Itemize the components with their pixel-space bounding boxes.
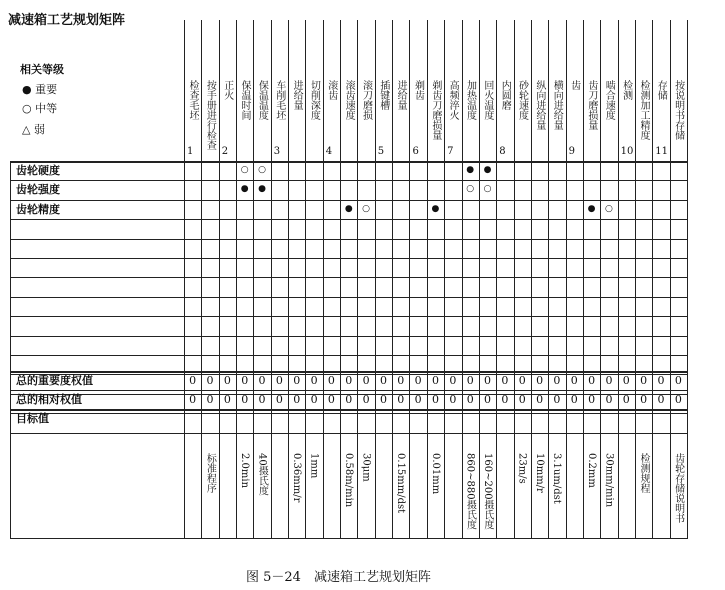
- row-divider: [10, 413, 688, 414]
- column-divider: [462, 20, 463, 538]
- medium-relation-icon: ○: [258, 165, 266, 175]
- group-number: 1: [187, 146, 194, 157]
- column-divider: [444, 20, 445, 538]
- column-header: 滚齿: [325, 80, 337, 100]
- row-label: 齿轮强度: [16, 183, 60, 197]
- column-divider: [219, 20, 220, 538]
- group-number: 8: [499, 146, 506, 157]
- strong-relation-icon: ●: [431, 203, 440, 214]
- target-value: 30μm: [360, 453, 372, 482]
- weight-value: 0: [310, 374, 318, 387]
- target-value: 860~880摄氏度: [464, 453, 476, 530]
- column-header: 横向进给量: [551, 80, 563, 130]
- filled-circle-icon: ●: [22, 83, 32, 96]
- weight-value: 0: [605, 393, 613, 406]
- column-header: 进给量: [395, 80, 407, 110]
- weight-value: 0: [397, 374, 405, 387]
- legend-item-important: ● 重要: [22, 83, 58, 96]
- column-header: 加热温度: [464, 80, 476, 120]
- weight-value: 0: [657, 374, 665, 387]
- weight-value: 0: [293, 393, 301, 406]
- column-header: 按说明书存储: [672, 80, 684, 140]
- weight-value: 0: [588, 374, 596, 387]
- column-header: 回火温度: [481, 80, 493, 120]
- weight-value: 0: [622, 374, 630, 387]
- weight-value: 0: [293, 374, 301, 387]
- target-value: 0.15mm/dst: [395, 453, 407, 514]
- column-divider: [566, 20, 567, 538]
- weight-value: 0: [449, 374, 457, 387]
- column-header: 啮合速度: [603, 80, 615, 120]
- target-value: 10mm/r: [533, 453, 545, 493]
- column-header: 砂轮速度: [516, 80, 528, 120]
- column-divider: [184, 20, 185, 538]
- column-divider: [583, 20, 584, 538]
- column-divider: [496, 20, 497, 538]
- weight-value: 0: [640, 393, 648, 406]
- weight-value: 0: [362, 393, 370, 406]
- weight-value: 0: [223, 374, 231, 387]
- target-value: 23m/s: [516, 453, 528, 484]
- weight-value: 0: [275, 374, 283, 387]
- weight-value: 0: [605, 374, 613, 387]
- column-header: 保温温度: [256, 80, 268, 120]
- target-value: 0.2mm: [585, 453, 597, 488]
- weight-value: 0: [379, 374, 387, 387]
- weight-value: 0: [588, 393, 596, 406]
- target-value: 30mm/min: [603, 453, 615, 508]
- weight-value: 0: [275, 393, 283, 406]
- column-divider: [340, 20, 341, 538]
- weight-value: 0: [379, 393, 387, 406]
- column-divider: [201, 20, 202, 538]
- weight-row-label: 总的相对权值: [16, 393, 82, 406]
- row-divider: [10, 316, 688, 317]
- weight-row-label: 总的重要度权值: [16, 374, 93, 387]
- weight-value: 0: [640, 374, 648, 387]
- column-divider: [652, 20, 653, 538]
- column-divider: [236, 20, 237, 538]
- column-divider: [479, 20, 480, 538]
- medium-relation-icon: ○: [483, 184, 492, 195]
- column-divider: [375, 20, 376, 538]
- group-number: 10: [620, 146, 634, 157]
- column-divider: [409, 20, 410, 538]
- weight-value: 0: [657, 393, 665, 406]
- target-value: 检测规程: [637, 453, 649, 493]
- column-header: 按手册进行检查: [204, 80, 216, 150]
- column-divider: [600, 20, 601, 538]
- row-divider: [10, 239, 688, 240]
- weight-value: 0: [223, 393, 231, 406]
- column-header: 滚齿速度: [343, 80, 355, 120]
- strong-relation-icon: ●: [344, 203, 353, 214]
- weight-value: 0: [501, 374, 509, 387]
- weight-value: 0: [189, 393, 197, 406]
- column-divider: [670, 20, 671, 538]
- legend-item-weak: △ 弱: [22, 123, 45, 136]
- row-divider: [10, 180, 688, 181]
- column-header: 检测加工精度: [637, 80, 649, 140]
- weight-value: 0: [327, 393, 335, 406]
- column-divider: [427, 20, 428, 538]
- target-value: 标准程序: [204, 453, 216, 493]
- weight-value: 0: [484, 374, 492, 387]
- weight-value: 0: [536, 393, 544, 406]
- column-header: 齿: [568, 80, 580, 90]
- column-divider: [323, 20, 324, 538]
- strong-relation-icon: ●: [483, 165, 492, 175]
- column-header: 存储: [655, 80, 667, 100]
- column-header: 齿刀磨损量: [585, 80, 597, 130]
- weight-value: 0: [414, 374, 422, 387]
- strong-relation-icon: ●: [258, 184, 266, 195]
- weight-value: 0: [414, 393, 422, 406]
- column-header: 剃齿: [412, 80, 424, 100]
- column-header: 高频淬火: [447, 80, 459, 120]
- target-value: 齿轮存储说明书: [672, 453, 684, 523]
- row-divider: [10, 219, 688, 220]
- weight-value: 0: [570, 374, 578, 387]
- weight-value: 0: [327, 374, 335, 387]
- weight-value: 0: [622, 393, 630, 406]
- triangle-icon: △: [22, 123, 31, 136]
- weight-value: 0: [362, 374, 370, 387]
- target-value: 0.58m/min: [343, 453, 355, 508]
- weight-value: 0: [553, 393, 561, 406]
- target-value: 2.0min: [239, 453, 251, 489]
- row-label: 齿轮硬度: [16, 164, 60, 177]
- weight-value: 0: [258, 393, 266, 406]
- header-bottom-line: [10, 161, 688, 163]
- column-divider: [288, 20, 289, 538]
- target-value: 40摄氏度: [256, 453, 268, 496]
- column-divider: [531, 20, 532, 538]
- row-divider: [10, 258, 688, 259]
- table-bottom-line: [10, 538, 688, 539]
- target-value: 0.01mm: [429, 453, 441, 495]
- column-divider: [253, 20, 254, 538]
- medium-relation-icon: ○: [362, 203, 371, 214]
- weight-value: 0: [189, 374, 197, 387]
- weight-value: 0: [449, 393, 457, 406]
- strong-relation-icon: ●: [587, 203, 596, 214]
- column-header: 纵向进给量: [533, 80, 545, 130]
- target-value: 0.36mm/r: [291, 453, 303, 503]
- weight-value: 0: [432, 374, 439, 387]
- weight-value: 0: [570, 393, 578, 406]
- group-number: 11: [655, 146, 669, 157]
- legend-item-medium: ○ 中等: [22, 102, 58, 115]
- weight-value: 0: [432, 393, 439, 406]
- column-header: 检查毛坯: [187, 80, 198, 120]
- strong-relation-icon: ●: [240, 184, 249, 195]
- column-divider: [618, 20, 619, 538]
- hollow-circle-icon: ○: [22, 102, 32, 115]
- row-divider: [10, 409, 688, 411]
- weight-value: 0: [501, 393, 509, 406]
- column-divider: [687, 20, 688, 538]
- column-header: 切削深度: [308, 80, 320, 120]
- weight-value: 0: [674, 393, 682, 406]
- weight-value: 0: [241, 393, 249, 406]
- weight-value: 0: [397, 393, 405, 406]
- row-divider: [10, 433, 688, 434]
- column-divider: [357, 20, 358, 538]
- target-value: 160~200摄氏度: [481, 453, 493, 530]
- weight-value: 0: [466, 374, 474, 387]
- column-header: 插键槽: [377, 80, 389, 110]
- strong-relation-icon: ●: [466, 165, 475, 175]
- group-number: 6: [412, 146, 419, 157]
- weight-value: 0: [484, 393, 492, 406]
- weight-value: 0: [553, 374, 561, 387]
- column-divider: [392, 20, 393, 538]
- column-header: 滚刀磨损: [360, 80, 372, 120]
- row-divider: [10, 277, 688, 278]
- group-number: 9: [568, 146, 575, 157]
- row-divider: [10, 336, 688, 337]
- column-header: 剃齿刀磨损量: [429, 80, 441, 140]
- weight-value: 0: [518, 393, 526, 406]
- column-divider: [305, 20, 306, 538]
- weight-value: 0: [310, 393, 318, 406]
- column-divider: [635, 20, 636, 538]
- column-divider: [548, 20, 549, 538]
- column-header: 检测: [620, 80, 632, 100]
- weight-value: 0: [518, 374, 526, 387]
- weight-value: 0: [345, 393, 353, 406]
- row-divider: [10, 390, 688, 391]
- row-divider: [10, 297, 688, 298]
- column-header: 车削毛坯: [273, 80, 285, 120]
- column-divider: [271, 20, 272, 538]
- row-label: 齿轮精度: [16, 202, 60, 216]
- figure-caption: 图 5－24 减速箱工艺规划矩阵: [246, 570, 431, 585]
- weight-value: 0: [536, 374, 544, 387]
- group-number: 5: [377, 146, 385, 157]
- column-header: 内圆磨: [499, 80, 511, 110]
- group-number: 3: [273, 146, 281, 157]
- column-header: 保温时间: [239, 80, 251, 120]
- group-number: 7: [447, 146, 454, 157]
- row-divider: [10, 355, 688, 356]
- row-divider: [10, 200, 688, 201]
- weight-value: 0: [466, 393, 474, 406]
- medium-relation-icon: ○: [605, 203, 613, 214]
- weight-value: 0: [241, 374, 249, 387]
- group-number: 4: [325, 146, 333, 157]
- weight-value: 0: [206, 393, 214, 406]
- column-header: 正火: [221, 80, 233, 100]
- page-title: 减速箱工艺规划矩阵: [8, 13, 126, 28]
- target-value: 1mm: [308, 453, 320, 479]
- column-header: 进给量: [291, 80, 303, 110]
- target-value: 3.1um/dst: [551, 453, 563, 504]
- target-row-label: 目标值: [16, 412, 49, 425]
- weight-value: 0: [674, 374, 682, 387]
- weight-value: 0: [258, 374, 266, 387]
- column-divider: [514, 20, 515, 538]
- medium-relation-icon: ○: [240, 165, 249, 175]
- weight-value: 0: [206, 374, 214, 387]
- left-border: [10, 161, 11, 538]
- weight-top-line: [10, 371, 688, 373]
- legend-heading: 相关等级: [20, 63, 64, 76]
- weight-value: 0: [345, 374, 353, 387]
- group-number: 2: [221, 146, 229, 157]
- medium-relation-icon: ○: [466, 184, 475, 195]
